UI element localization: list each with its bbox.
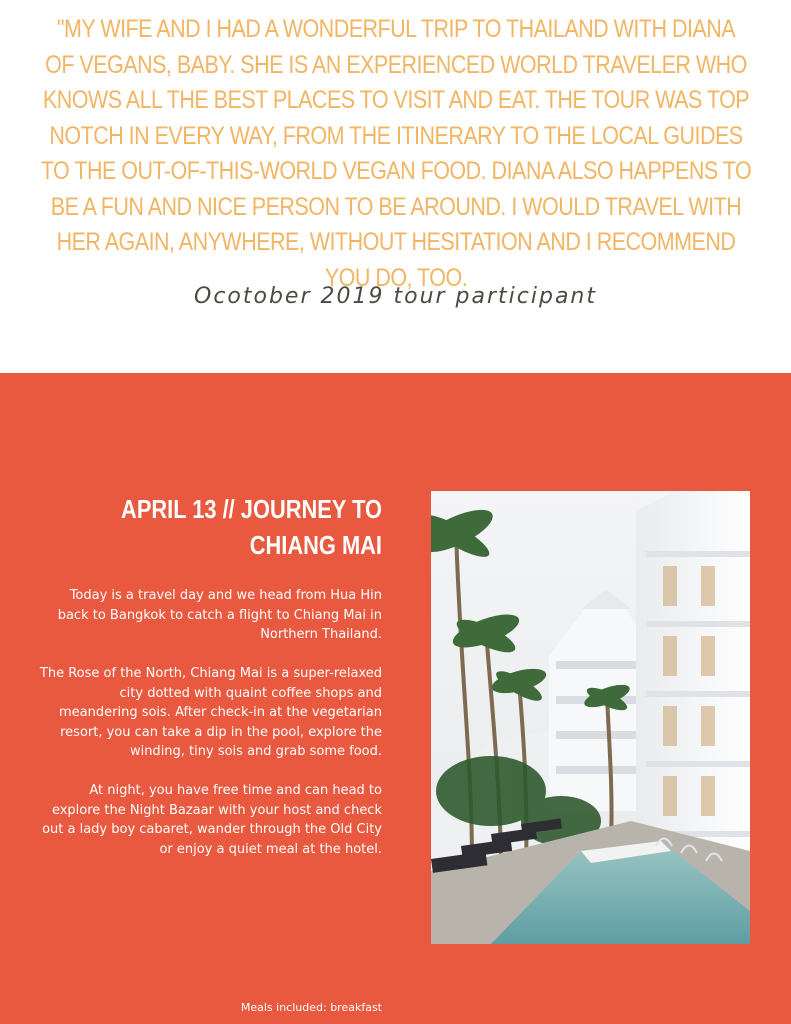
itinerary-day-section [0,373,791,1024]
testimonial-attribution: Ocotober 2019 tour participant [194,284,597,309]
day-heading: APRIL 13 // JOURNEY TO CHIANG MAI [121,494,383,560]
meals-included: Meals included: breakfast [240,1001,382,1014]
day-paragraph: Today is a travel day and we head from Hua Hin back to Bangkok to catch a flight to Chiang Mai in Northern Thailand. [57,588,382,642]
day-paragraph: At night, you have free time and can head to explore the Night Bazaar with your host and check out a lady boy cabaret, wander through the Old City or enjoy a quiet meal at the hotel. [42,783,382,857]
day-description [37,586,382,879]
testimonial-section [0,0,791,373]
testimonial-quote: "MY WIFE AND I HAD A WONDERFUL TRIP TO THAILAND WITH DIANA OF VEGANS, BABY. SHE IS AN EXPERIENCED WORLD TRAVELER WHO KNOWS ALL THE BEST PLACES TO VISIT AND EAT. THE TOUR WAS TOP NOTCH IN EVERY WAY, FROM THE ITINERARY TO THE LOCAL GUIDES TO THE OUT-OF-THIS-WORLD VEGAN FOOD. DIANA ALSO HAPPENS TO BE A FUN AND NICE PERSON TO BE AROUND. I WOULD TRAVEL WITH HER AGAIN, ANYWHERE, WITHOUT HESITATION AND I RECOMMEND YOU DO, TOO. [40,15,752,292]
day-paragraph: The Rose of the North, Chiang Mai is a super-relaxed city dotted with quaint coffee shops and meandering sois. After check-in at the vegetarian resort, you can take a dip in the pool, explore the winding, tiny sois and grab some food. [39,666,382,759]
hotel-pool-photo [431,491,750,944]
